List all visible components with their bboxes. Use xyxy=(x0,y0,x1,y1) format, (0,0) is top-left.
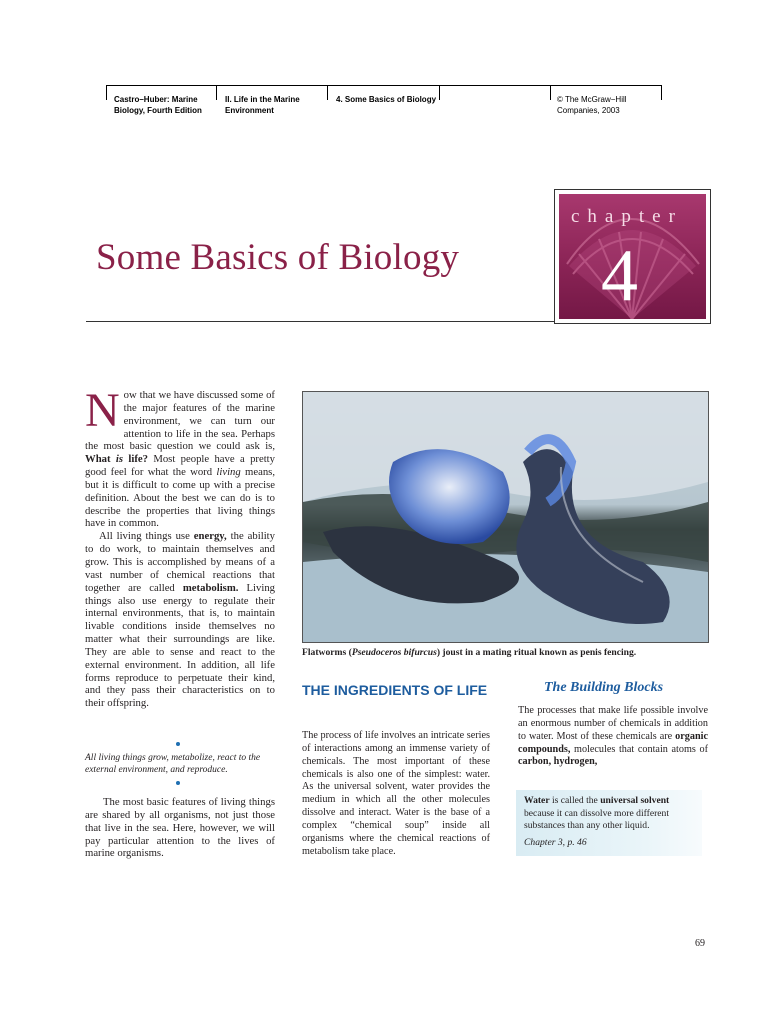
header-copyright: © The McGraw−Hill Companies, 2003 xyxy=(557,95,627,115)
intro-text-run: Most people have a pretty good feel for what the word xyxy=(85,453,275,479)
intro-bold: What xyxy=(85,453,116,466)
term-organic-compounds: organic compounds, xyxy=(518,730,708,755)
intro-text-run: ow that we have discussed some of the major features of the marine environment, we can turn our attention to life in the sea. Perhaps the most basic question we could ask is, xyxy=(85,389,275,453)
header-chapter: 4. Some Basics of Biology xyxy=(336,95,437,104)
running-header xyxy=(106,85,662,116)
flatworms-photo xyxy=(302,391,709,643)
header-divider xyxy=(439,86,440,100)
sidebox-term: Water xyxy=(524,795,550,806)
term-energy: energy, xyxy=(193,530,227,543)
intro-italic: living xyxy=(216,466,241,479)
intro-bold: life? xyxy=(123,453,148,466)
caption-text: Flatworms ( xyxy=(302,647,352,658)
header-part: II. Life in the Marine Environment xyxy=(225,95,300,115)
caption-species: Pseudoceros bifurcus xyxy=(351,647,437,658)
paragraph-three xyxy=(85,796,275,860)
intro-text-run: the ability to do work, to maintain themselves and grow. This is accomplished by means of a vast number of chemical reactions that together are called xyxy=(85,530,275,594)
header-divider xyxy=(216,86,217,100)
header-divider xyxy=(550,86,551,100)
intro-text-run: means, but it is difficult to come up with a precise definition. About the best we can do is to describe the properties that living things have in common. xyxy=(85,466,275,530)
chapter-number: 4 xyxy=(601,235,638,317)
term-metabolism: metabolism. xyxy=(182,581,239,594)
header-divider xyxy=(661,86,662,100)
bullet-dot xyxy=(176,742,180,746)
chapter-reference-link[interactable]: Chapter 3, p. 46 xyxy=(524,837,587,848)
header-divider xyxy=(106,86,107,100)
subsection-text: molecules that contain atoms of xyxy=(570,743,708,755)
header-divider xyxy=(327,86,328,100)
subsection-text: The processes that make life possible involve an enormous number of chemicals in addition to water. Most of these chemicals are xyxy=(518,705,708,742)
paragraph-three-text: The most basic features of living things are shared by all organisms, not just those that live in the sea. Here, however, we will pay particular attention to the lives of marine organisms. xyxy=(85,796,275,860)
caption-text: ) joust in a mating ritual known as penis fencing. xyxy=(436,647,637,658)
intro-text-run: Living things also use energy to regulate their internal environments, that is, to maintain livable conditions inside themselves no matter what their surroundings are like. They are able to sense and react to the external environment. In addition, all life forms reproduce to perpetuate their kind, and they pass their characteristics on to their offspring. xyxy=(85,581,276,710)
chapter-badge xyxy=(554,189,711,324)
sidebox-term: universal solvent xyxy=(600,795,670,806)
page-number: 69 xyxy=(695,938,705,949)
sidebox-text: because it can dissolve more different substances than any other liquid. xyxy=(524,807,670,831)
intro-bold-italic: is xyxy=(115,453,124,466)
intro-text-run: All living things use xyxy=(99,530,194,543)
figure-caption xyxy=(302,647,712,658)
section-body: The process of life involves an intricate series of interactions among an immense variety of chemicals. The most important of these chemicals is also one of the simplest: water. As the universal solvent, water provides the medium in which all the other molecules dissolve and interact. Water is the base of a complex “chemical soup” inside all organisms where the chemical reactions of metabolism take place. xyxy=(302,730,490,857)
drop-cap: N xyxy=(85,384,120,437)
section-heading: THE INGREDIENTS OF LIFE xyxy=(302,682,488,698)
flatworms-image xyxy=(303,392,708,642)
term-elements: carbon, hydrogen, xyxy=(518,756,598,768)
sidebox-text: is called the xyxy=(549,795,601,806)
chapter-title: Some Basics of Biology xyxy=(96,237,460,278)
cross-reference-box xyxy=(516,790,702,856)
bullet-dot xyxy=(176,781,180,785)
intro-text xyxy=(85,384,276,710)
pull-quote: All living things grow, metabolize, react to the external environment, and reproduce. xyxy=(85,753,261,775)
chapter-label: chapter xyxy=(571,206,683,227)
header-book: Castro–Huber: Marine Biology, Fourth Edition xyxy=(114,95,202,115)
subsection-body xyxy=(518,705,708,769)
subsection-heading: The Building Blocks xyxy=(544,680,664,695)
